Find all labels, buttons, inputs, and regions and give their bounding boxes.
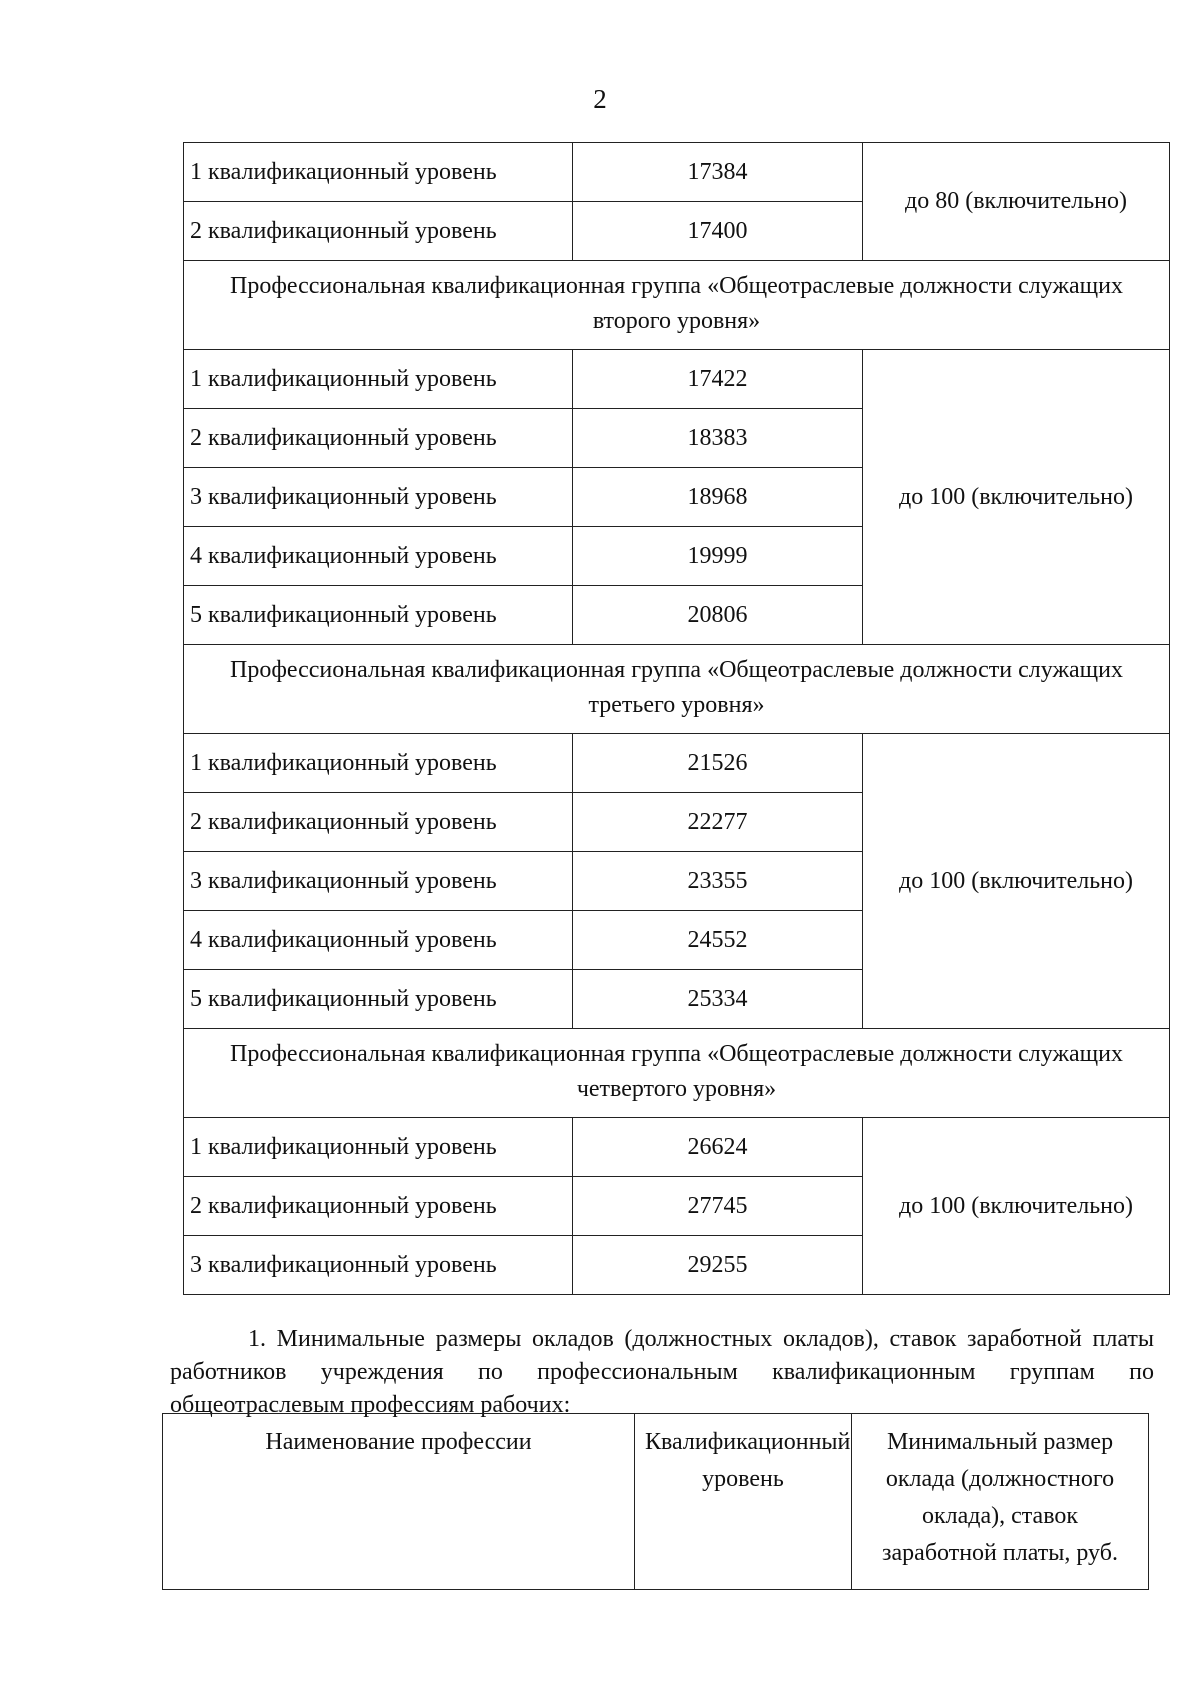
range-cell: до 100 (включительно)	[863, 350, 1170, 645]
level-cell: 5 квалификационный уровень	[184, 586, 573, 645]
salary-cell: 17400	[573, 202, 863, 261]
range-cell: до 100 (включительно)	[863, 1118, 1170, 1295]
column-header-salary: Минимальный размер оклада (должностного оклада), ставок заработной платы, руб.	[852, 1414, 1149, 1590]
table-row	[184, 143, 1170, 202]
salary-cell: 20806	[573, 586, 863, 645]
level-cell: 1 квалификационный уровень	[184, 1118, 573, 1177]
table-row	[184, 1118, 1170, 1177]
level-cell: 2 квалификационный уровень	[184, 409, 573, 468]
level-cell: 2 квалификационный уровень	[184, 202, 573, 261]
column-header-profession: Наименование профессии	[163, 1414, 635, 1590]
level-cell: 4 квалификационный уровень	[184, 527, 573, 586]
salary-cell: 21526	[573, 734, 863, 793]
group-header-row	[184, 645, 1170, 734]
professions-table	[162, 1413, 1149, 1590]
group-header-row	[184, 1029, 1170, 1118]
salary-cell: 22277	[573, 793, 863, 852]
table-header-row	[163, 1414, 1149, 1590]
table-row	[184, 350, 1170, 409]
salary-cell: 18968	[573, 468, 863, 527]
level-cell: 1 квалификационный уровень	[184, 350, 573, 409]
group-header-row	[184, 261, 1170, 350]
salary-cell: 29255	[573, 1236, 863, 1295]
level-cell: 4 квалификационный уровень	[184, 911, 573, 970]
salary-cell: 19999	[573, 527, 863, 586]
salary-cell: 17422	[573, 350, 863, 409]
salary-table	[183, 142, 1170, 1295]
group-header: Профессиональная квалификационная группа «Общеотраслевые должности служащих третьего уровня»	[184, 645, 1170, 734]
level-cell: 2 квалификационный уровень	[184, 1177, 573, 1236]
range-cell: до 100 (включительно)	[863, 734, 1170, 1029]
level-cell: 3 квалификационный уровень	[184, 1236, 573, 1295]
level-cell: 2 квалификационный уровень	[184, 793, 573, 852]
column-header-level: Квалификационный уровень	[635, 1414, 852, 1590]
salary-cell: 23355	[573, 852, 863, 911]
level-cell: 1 квалификационный уровень	[184, 143, 573, 202]
salary-cell: 26624	[573, 1118, 863, 1177]
group-header: Профессиональная квалификационная группа «Общеотраслевые должности служащих четвертого уровня»	[184, 1029, 1170, 1118]
salary-cell: 25334	[573, 970, 863, 1029]
salary-cell: 18383	[573, 409, 863, 468]
salary-cell: 27745	[573, 1177, 863, 1236]
salary-cell: 24552	[573, 911, 863, 970]
table-row	[184, 734, 1170, 793]
level-cell: 3 квалификационный уровень	[184, 852, 573, 911]
level-cell: 5 квалификационный уровень	[184, 970, 573, 1029]
level-cell: 3 квалификационный уровень	[184, 468, 573, 527]
salary-cell: 17384	[573, 143, 863, 202]
paragraph: 1. Минимальные размеры окладов (должностных окладов), ставок заработной платы работников учреждения по профессиональным квалификационным группам по общеотраслевым профессиям рабочих:	[170, 1326, 1154, 1418]
group-header: Профессиональная квалификационная группа «Общеотраслевые должности служащих второго уровня»	[184, 261, 1170, 350]
level-cell: 1 квалификационный уровень	[184, 734, 573, 793]
range-cell: до 80 (включительно)	[863, 143, 1170, 261]
page-number: 2	[593, 84, 607, 114]
